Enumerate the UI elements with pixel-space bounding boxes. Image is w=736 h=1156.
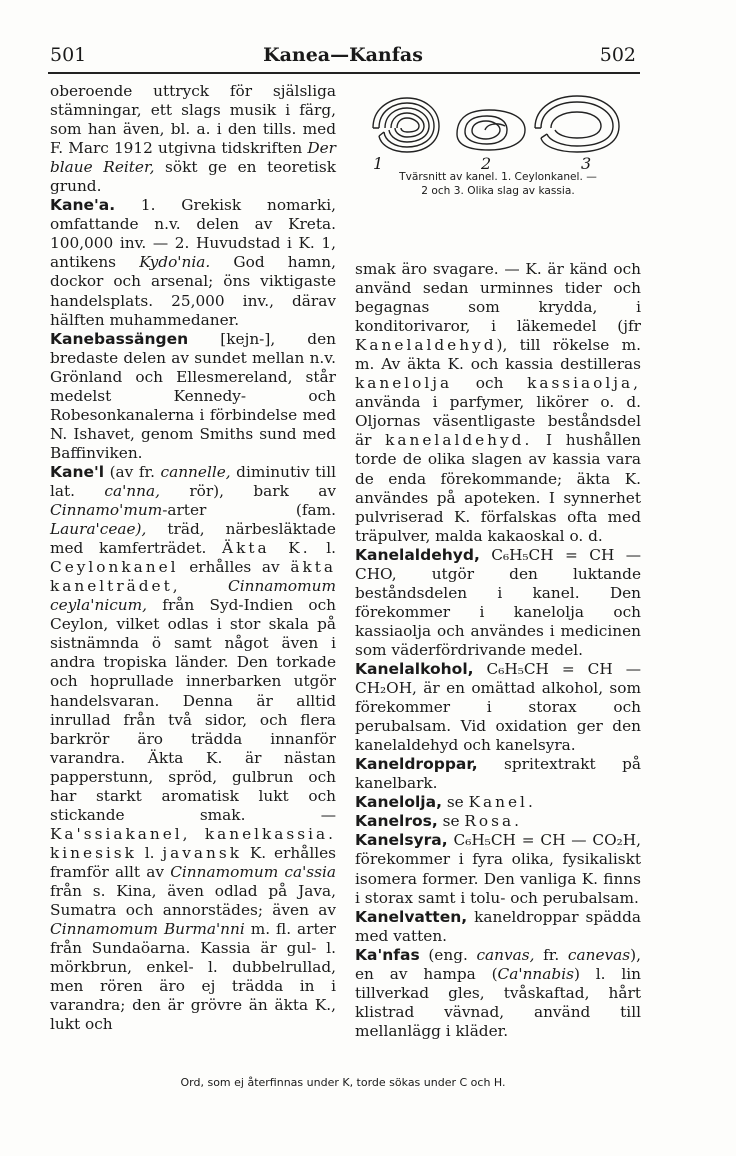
figure-number: 1: [373, 154, 384, 173]
headword: Kanebassängen: [50, 329, 189, 348]
entry-kanelalkohol: Kanelalkohol, C₆H₅CH = CH — CH₂OH, är en omättad alkohol, som förekommer i storax och perubalsam. Vid oxidation ger den kanelaldehyd och kanelsyra.: [355, 659, 641, 755]
headword: Ka'nfas: [355, 945, 420, 964]
headword: Kanelalkohol,: [355, 659, 474, 678]
page-number-left: 501: [50, 44, 87, 66]
entry-kaneldroppar: Kaneldroppar, spritextrakt på kanelbark.: [355, 755, 641, 793]
entry-kanebassangen: Kanebassängen [kejn-], den bredaste delen av sundet mellan n.v. Grönland och Ellesmereland, står medelst Kennedy- och Robesonkanalerna i förbindelse med N. Ishavet, genom Smiths sund med Baffinviken.: [50, 329, 336, 462]
entry-kanelvatten: Kanelvatten, kaneldroppar spädda med vatten.: [355, 907, 641, 945]
page-header: [50, 44, 636, 70]
headword: Kane'a.: [50, 196, 116, 215]
page-number-right: 502: [599, 44, 636, 66]
figure-caption: Tvärsnitt av kanel. 1. Ceylonkanel. — 2 och 3. Olika slag av kassia.: [399, 171, 597, 197]
right-column: [355, 260, 641, 1041]
entry-kanelsyra: Kanelsyra, C₆H₅CH = CH — CO₂H, förekommer i fyra olika, fysikaliskt isomera former. Den vanliga K. finns i storax samt i tolu- och perubalsam.: [355, 831, 641, 907]
entry-kanelaldehyd: Kanelaldehyd, C₆H₅CH = CH — CHO, utgör den luktande beståndsdelen i kanel. Den förekommer i kanelolja och kassiaolja och användes i medicinen som väderfördrivande medel.: [355, 545, 641, 659]
headword: Kanelros,: [355, 812, 438, 831]
headword: Kanelsyra,: [355, 831, 448, 850]
headword: Kanelaldehyd,: [355, 545, 480, 564]
figure-number: 2: [481, 154, 492, 173]
running-head: Kanea—Kanfas: [263, 44, 423, 66]
entry-kanea: Kane'a. 1. Grekisk nomarki, omfattande n.v. delen av Kreta. 100,000 inv. — 2. Huvudstad i K. 1, antikens Kydo'nia. God hamn, dockor och arsenal; öns viktigaste handelsplats. 25,000 inv., därav hälften muhammedaner.: [50, 196, 337, 329]
entry-kanelolja: Kanelolja, se Kanel.: [355, 793, 536, 812]
headword: Kanelvatten,: [355, 907, 468, 926]
cinnamon-cross-section-figure: [365, 88, 625, 160]
entry-kanel-continuation: smak äro svagare. — K. är känd och använd sedan urminnes tider och begagnas som krydda, i konditorivaror, i läkemedel (jfr Kanelaldehyd), till rökelse m. m. Av äkta K. och kassia destilleras kanelolja och kassiaolja, använda i parfymer, likörer o. d. Oljornas väsentligaste beståndsdel är kanelaldehyd. I hushållen torde de olika slagen av kassia vara de enda förekommande; äkta K. användes på apoteken. I synnerhet pulvriserad K. förfalskas ofta med träpulver, malda kakaoskal o. d.: [355, 260, 642, 545]
figure-number: 3: [581, 154, 592, 173]
footer-note: Ord, som ej återfinnas under K, torde sökas under C och H.: [180, 1076, 506, 1089]
left-column: [50, 82, 336, 1034]
headword: Kanelolja,: [355, 793, 442, 812]
headword: Kaneldroppar,: [355, 755, 478, 774]
cassia-type-2-cross-section: [457, 110, 525, 150]
ceylon-cinnamon-cross-section: [373, 98, 439, 152]
header-rule: [48, 72, 640, 74]
entry-kanel: Kane'l (av fr. cannelle, diminutiv till lat. ca'nna, rör), bark av Cinnamo'mum-arter (fam. Laura'ceae), träd, närbesläktade med kamferträdet. Äkta K. l. Ceylonkanel erhålles av äkta kanelträdet, Cinnamomum ceyla'nicum, från Syd-Indien och Ceylon, vilket odlas i stor skala på sistnämnda ö samt något även i andra tropiska länder. Den torkade och hoprullade innerbarken utgör handelsvaran. Denna är alltid inrullad från två sidor, och flera barkrör äro trädda innanför varandra. Äkta K. är nästan papperstunn, spröd, gulbrun och har starkt aromatisk lukt och stickande smak. — Ka'ssiakanel, kanelkassia. kinesisk l. javansk K. erhålles framför allt av Cinnamomum ca'ssia från s. Kina, även odlad på Java, Sumatra och annorstädes; även av Cinnamomum Burma'nni m. fl. arter från Sundaöarna. Kassia är gul- l. mörkbrun, enkel- l. dubbelrullad, men rören äro ej trädda in i varandra; den är grövre än äkta K., lukt och: [50, 462, 337, 1034]
entry-continuation: oberoende uttryck för själsliga stämningar, ett slags musik i färg, som han även, bl. a. i den tills. med F. Marc 1912 utgivna tidskriften Der blaue Reiter, sökt ge en teoretisk grund.: [50, 82, 337, 196]
entry-kanelros: Kanelros, se Rosa.: [355, 812, 522, 831]
cassia-type-3-cross-section: [535, 96, 619, 152]
headword: Kane'l: [50, 462, 105, 481]
entry-kanfas: Ka'nfas (eng. canvas, fr. canevas), en av hampa (Ca'nnabis) l. lin tillverkad gles, tvåskaftad, hårt klistrad vävnad, använd till mellanlägg i kläder.: [355, 945, 641, 1040]
